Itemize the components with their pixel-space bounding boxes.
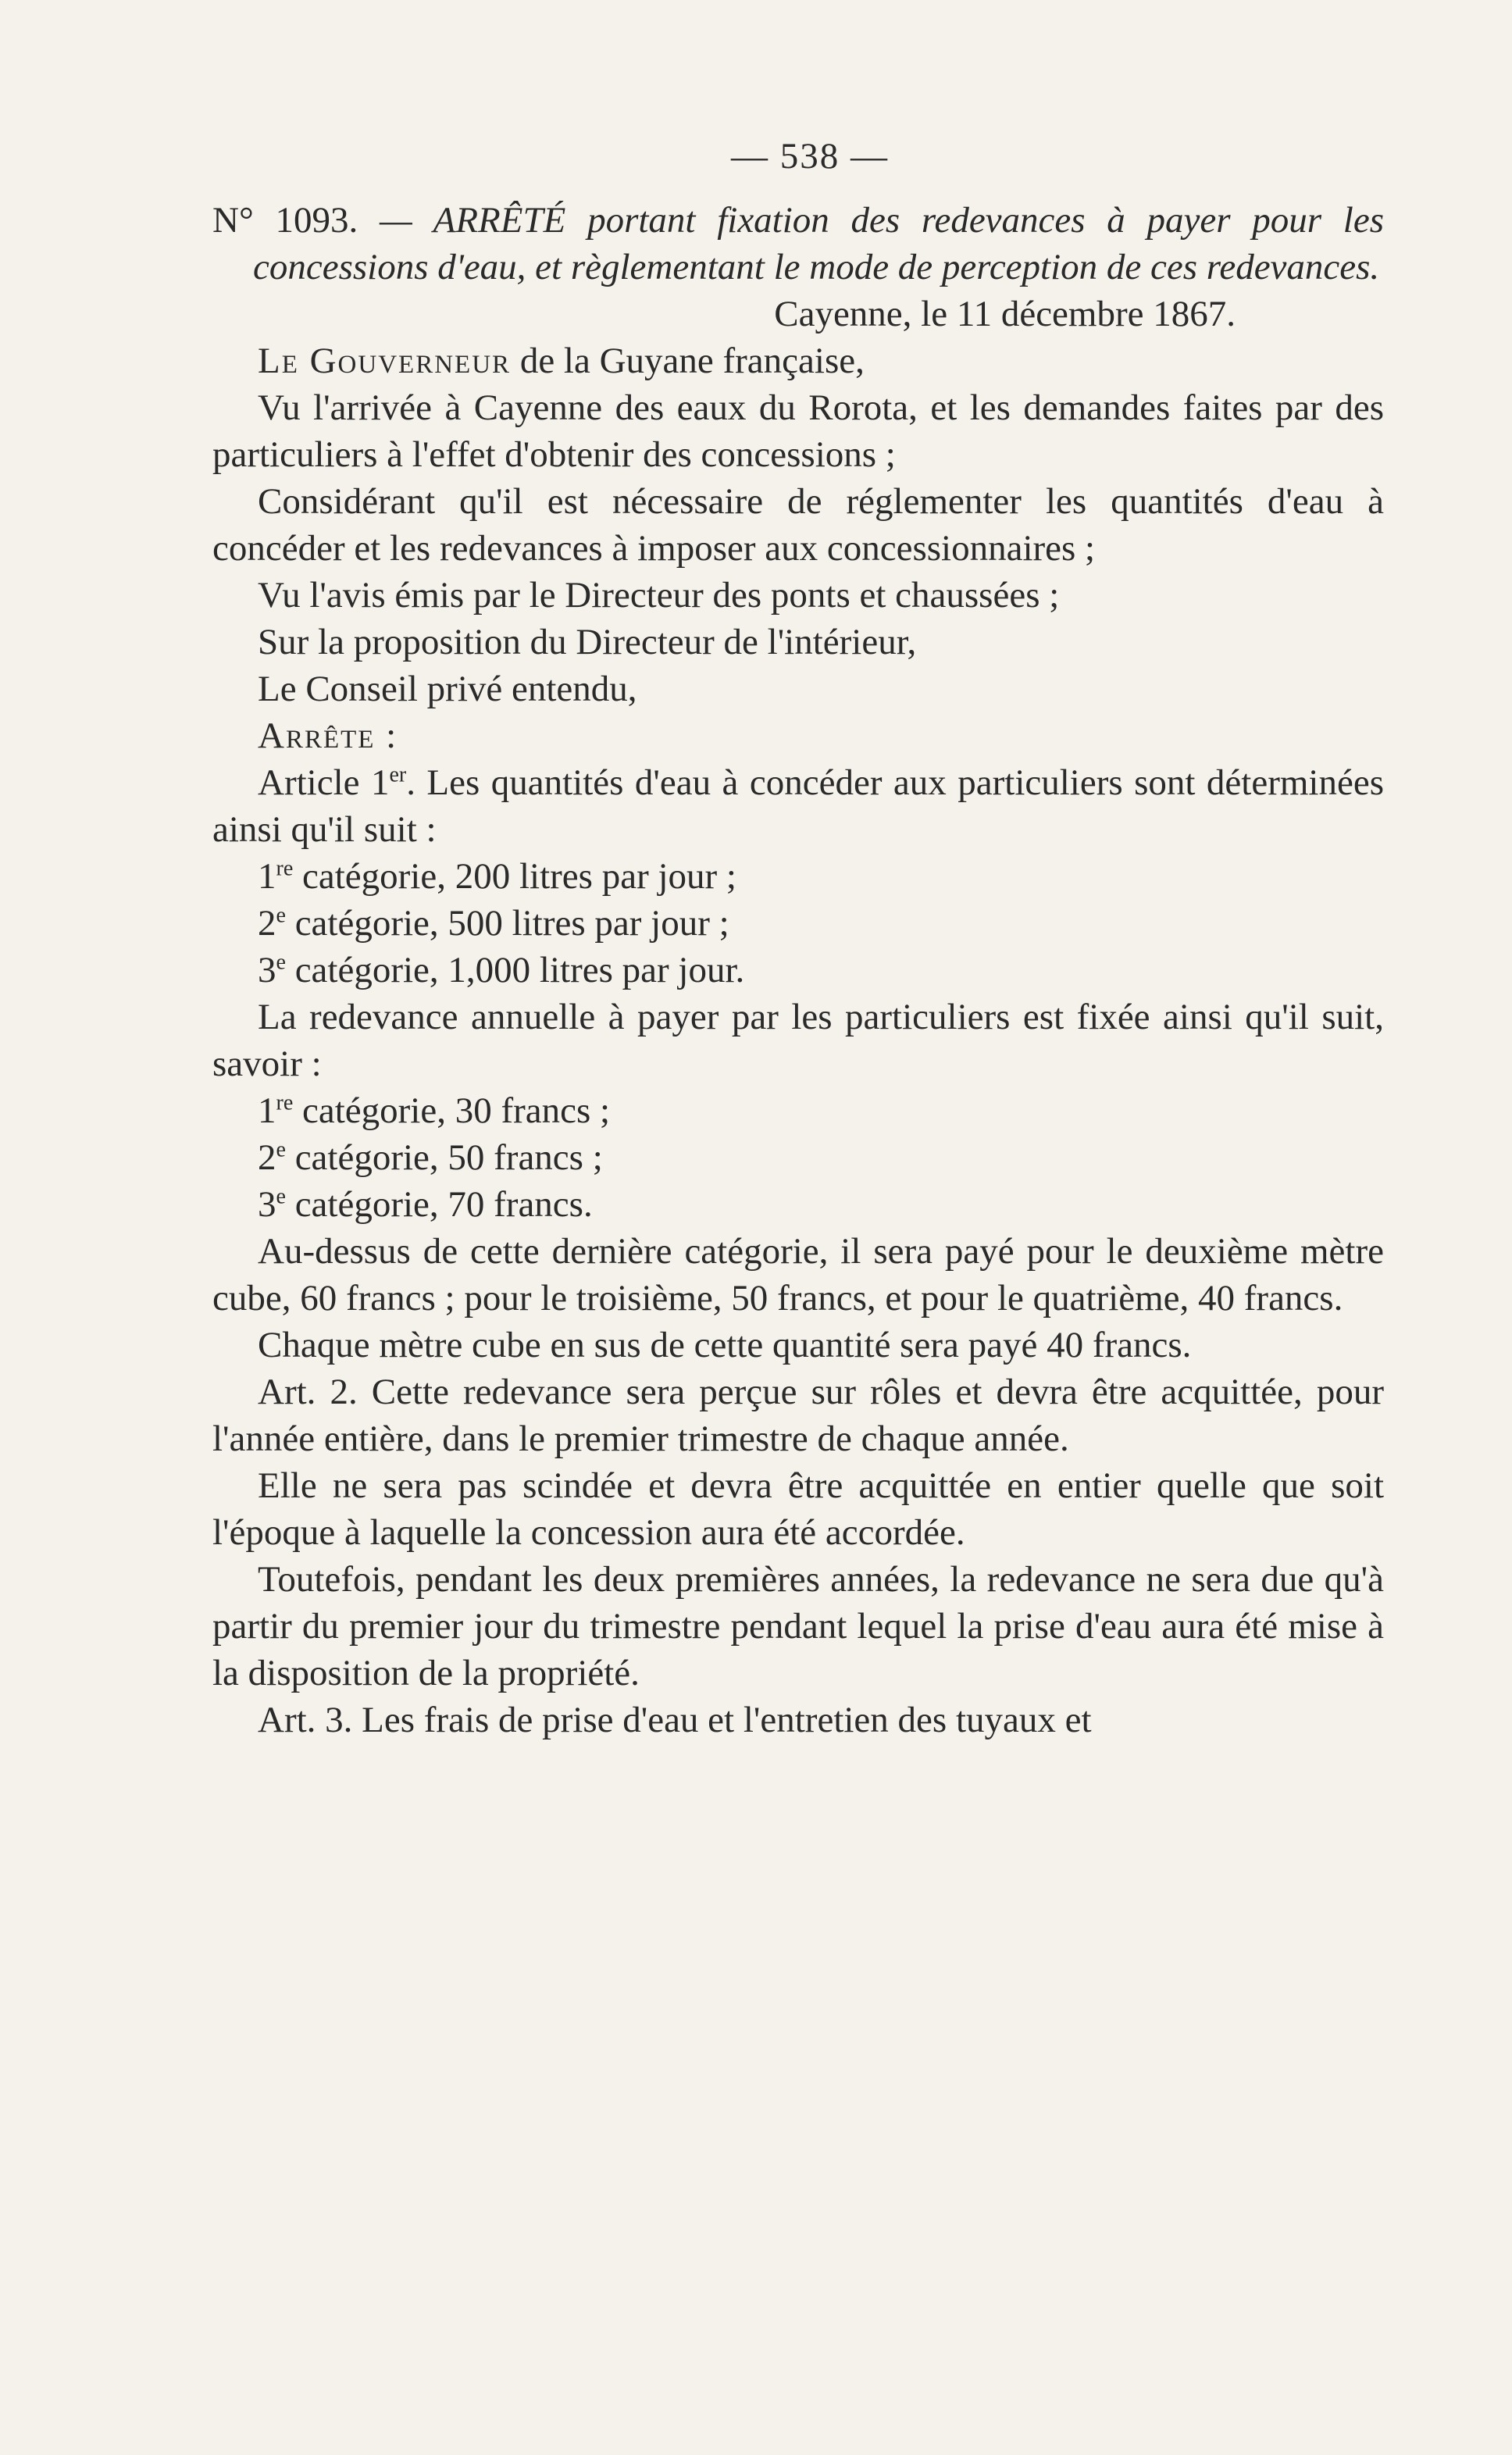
- arrete-label: Arrête :: [258, 715, 398, 756]
- paragraph-conseil: Le Conseil privé entendu,: [258, 669, 637, 709]
- paragraph-elle: Elle ne sera pas scindée et devra être acquittée en entier quelle que soit l'époque à laquelle la concession aura été accordée.: [212, 1465, 1384, 1553]
- list-item: 2e catégorie, 500 litres par jour ;: [258, 903, 729, 944]
- article-1-sup: er: [389, 762, 407, 787]
- governor-title: Le Gouverneur: [258, 341, 512, 381]
- paragraph-redevance: La redevance annuelle à payer par les particuliers est fixée ainsi qu'il suit, savoir :: [212, 997, 1384, 1084]
- list-item: 3e catégorie, 70 francs.: [258, 1184, 593, 1225]
- list-item: 3e catégorie, 1,000 litres par jour.: [258, 950, 745, 990]
- paragraph-toutefois: Toutefois, pendant les deux premières années, la redevance ne sera due qu'à partir du premier jour du trimestre pendant lequel la prise d'eau aura été mise à la disposition de la propriété.: [212, 1559, 1384, 1693]
- article-1-text: . Les quantités d'eau à concéder aux particuliers sont déterminées ainsi qu'il suit :: [212, 762, 1384, 850]
- quantity-categories: [212, 853, 1384, 994]
- text-block: [212, 133, 1384, 1743]
- governor-rest: de la Guyane française,: [519, 341, 865, 381]
- list-item: 1re catégorie, 30 francs ;: [258, 1090, 611, 1131]
- paragraph-vu-avis: Vu l'avis émis par le Directeur des ponts et chaussées ;: [258, 575, 1060, 616]
- article-2: Art. 2. Cette redevance sera perçue sur rôles et devra être acquittée, pour l'année entière, dans le premier trimestre de chaque année.: [212, 1372, 1384, 1459]
- place-date: Cayenne, le 11 décembre 1867.: [774, 294, 1236, 334]
- paragraph-sur-proposition: Sur la proposition du Directeur de l'intérieur,: [258, 622, 917, 662]
- governor-line: [212, 337, 1384, 384]
- list-item: 2e catégorie, 50 francs ;: [258, 1137, 603, 1178]
- article-1: [212, 759, 1384, 853]
- decree-heading: [212, 197, 1384, 291]
- article-1-label: Article 1: [258, 762, 390, 803]
- paragraph-chaque-metre: Chaque mètre cube en sus de cette quantité sera payé 40 francs.: [258, 1325, 1192, 1365]
- paragraph-considerant: Considérant qu'il est nécessaire de réglementer les quantités d'eau à concéder et les redevances à imposer aux concessionnaires ;: [212, 481, 1384, 569]
- list-item: 1re catégorie, 200 litres par jour ;: [258, 856, 736, 897]
- article-3: Art. 3. Les frais de prise d'eau et l'entretien des tuyaux et: [258, 1700, 1092, 1740]
- fee-categories: [212, 1087, 1384, 1228]
- decree-title: — ARRÊTÉ portant fixation des redevances à payer pour les concessions d'eau, et règlementant le mode de perception de ces redevances.: [253, 200, 1384, 287]
- arrete-line: [212, 712, 1384, 759]
- page-number: — 538 —: [731, 136, 889, 177]
- paragraph-vu-arrivee: Vu l'arrivée à Cayenne des eaux du Rorota, et les demandes faites par des particuliers à l'effet d'obtenir des concessions ;: [212, 387, 1384, 475]
- paragraph-au-dessus: Au-dessus de cette dernière catégorie, il sera payé pour le deuxième mètre cube, 60 francs ; pour le troisième, 50 francs, et pour le quatrième, 40 francs.: [212, 1231, 1384, 1318]
- decree-number: N° 1093.: [212, 200, 358, 241]
